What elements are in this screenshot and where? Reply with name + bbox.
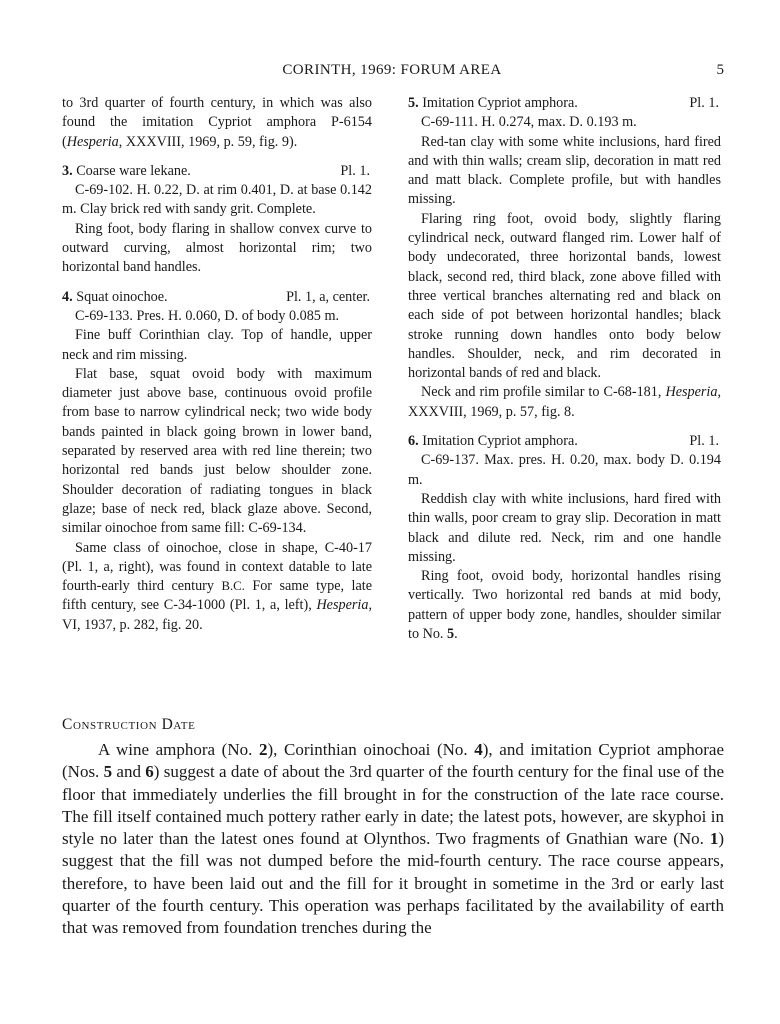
entry-6-number: 6. [408,433,419,450]
entry-6-title-line [408,432,578,451]
entry-6-description-a: Ring foot, ovoid body, horizontal handles rising vertically. Two horizontal red bands at mid body, pattern of upper body zone, handles, shoulder similar to No. [408,568,721,643]
page-header [60,62,724,82]
entry-6-description-b: . [454,626,458,643]
entry-3-plate: Pl. 1. [340,162,370,179]
running-title: CORINTH, 1969: FORUM AREA [282,62,502,78]
right-column [408,94,721,644]
continuation-paragraph: to 3rd quarter of fourth century, in which was also found the imitation Cypriot amphora P-6154 (Hesperia, XXXVIII, 1969, p. 59, fig. 9). [62,95,372,150]
entry-4-comparanda [62,539,372,635]
page-number: 5 [716,62,724,78]
entry-6-title: Imitation Cypriot amphora. [422,433,578,450]
entry-6-ref: 5 [447,626,455,643]
entry-4-journal: Hesperia [316,597,369,614]
entry-6-fabric: Reddish clay with white inclusions, hard fired with thin walls, poor cream to gray slip. Decoration in matt black and dilute red. Neck, rim and one handle missing. [408,490,721,565]
entry-5-description: Flaring ring foot, ovoid body, slightly flaring cylindrical neck, outward flanged rim. Lower half of body undecorated, three horizontal bands, lowest black, second red, third black, zone above filled with three vertical branches alternating red and black on each side of pot between horizontal handles; black stroke running down handles onto body below handles. Shoulder, neck, and rim decorated in horizontal bands of red and black. [408,210,721,382]
entry-4-title-line [62,288,168,307]
entry-5-plate: Pl. 1. [689,95,719,111]
entry-5-heading [408,94,721,113]
entry-4-title: Squat oinochoe. [76,288,168,305]
entry-4-catalog: C-69-133. Pres. H. 0.060, D. of body 0.085 m. [75,307,340,324]
entry-5-fabric: Red-tan clay with some white inclusions, hard fired and with thin walls; cream slip, decoration in matt red and matt black. Complete profile, but with handles missing. [408,133,721,208]
entry-5-title-line [408,94,578,113]
entry-4-fabric: Fine buff Corinthian clay. Top of handle, upper neck and rim missing. [62,327,372,363]
entry-5-comparanda [408,383,721,422]
entry-3-title: Coarse ware lekane. [76,162,191,179]
entry-4-comparanda-a: Same class of oinochoe, close in shape, C-40-17 (Pl. 1, a, right), was found in context datable to late fourth-early third century [62,539,372,595]
entry-4-description: Flat base, squat ovoid body with maximum diameter just above base, continuous ovoid profile from base to narrow cylindrical neck; two wide body bands painted in black going brown in lower band, separated by reserved area with red line therein; two horizontal red bands just below shoulder zone. Shoulder decoration of radiating tongues in black glaze; base of neck red, black glaze above. Second, similar oinochoe from same fill: C-69-134. [62,365,372,537]
section-body [62,739,724,940]
entry-4-comparanda-b: For same type, late fifth century, see C-34-1000 (Pl. 1, a, left), [62,578,372,614]
entry-4-era: B.C. [221,579,245,594]
entry-5-journal: Hesperia [665,384,718,401]
journal-title: Hesperia [66,133,119,150]
entry-5-comparanda-b: , XXXVIII, 1969, p. 57, fig. 8. [408,384,722,420]
entry-5-number: 5. [408,95,419,111]
entry-4-plate: Pl. 1, a, center. [286,288,370,305]
entry-6-description [408,567,721,644]
entry-5-catalog: C-69-111. H. 0.274, max. D. 0.193 m. [421,114,637,131]
entry-5-comparanda-a: Neck and rim profile similar to C-68-181, [421,384,662,401]
entry-4-comparanda-c: , VI, 1937, p. 282, fig. 20. [62,597,372,633]
section-heading: Construction Date [62,716,196,733]
section-paragraph: A wine amphora (No. 2), Corinthian oinochoai (No. 4), and imitation Cypriot amphorae (Nos. 5 and 6) suggest a date of about the 3rd quarter of the fourth century for the final use of the floor that immediately underlies the fill brought in for the construction of the late race course. The fill itself contained much pottery rather early in date; the latest pots, however, are skyphoi in style no later than the latest ones found at Olynthos. Two fragments of Gnathian ware (No. 1) suggest that the fill was not dumped before the mid-fourth century. The race course appears, therefore, to have been laid out and the fill for it brought in sometime in the 3rd or early last quarter of the fourth century. This operation was perhaps facilitated by the availability of earth that was removed from foundation trenches during the [62,740,724,938]
entry-4-heading [62,288,372,307]
entry-3-heading [62,162,372,181]
entry-3-title-line [62,162,191,181]
left-column [62,94,372,635]
entry-6-plate: Pl. 1. [689,433,719,450]
entry-3-catalog: C-69-102. H. 0.22, D. at rim 0.401, D. at base 0.142 m. Clay brick red with sandy grit. Complete. [62,182,372,218]
entry-6-heading [408,432,721,451]
entry-4-number: 4. [62,288,73,305]
entry-5-title: Imitation Cypriot amphora. [422,95,578,111]
entry-6-catalog: C-69-137. Max. pres. H. 0.20, max. body D. 0.194 m. [408,452,721,488]
entry-3-number: 3. [62,162,73,179]
entry-3-description: Ring foot, body flaring in shallow convex curve to outward curving, almost horizontal rim; two horizontal band handles. [62,220,372,276]
